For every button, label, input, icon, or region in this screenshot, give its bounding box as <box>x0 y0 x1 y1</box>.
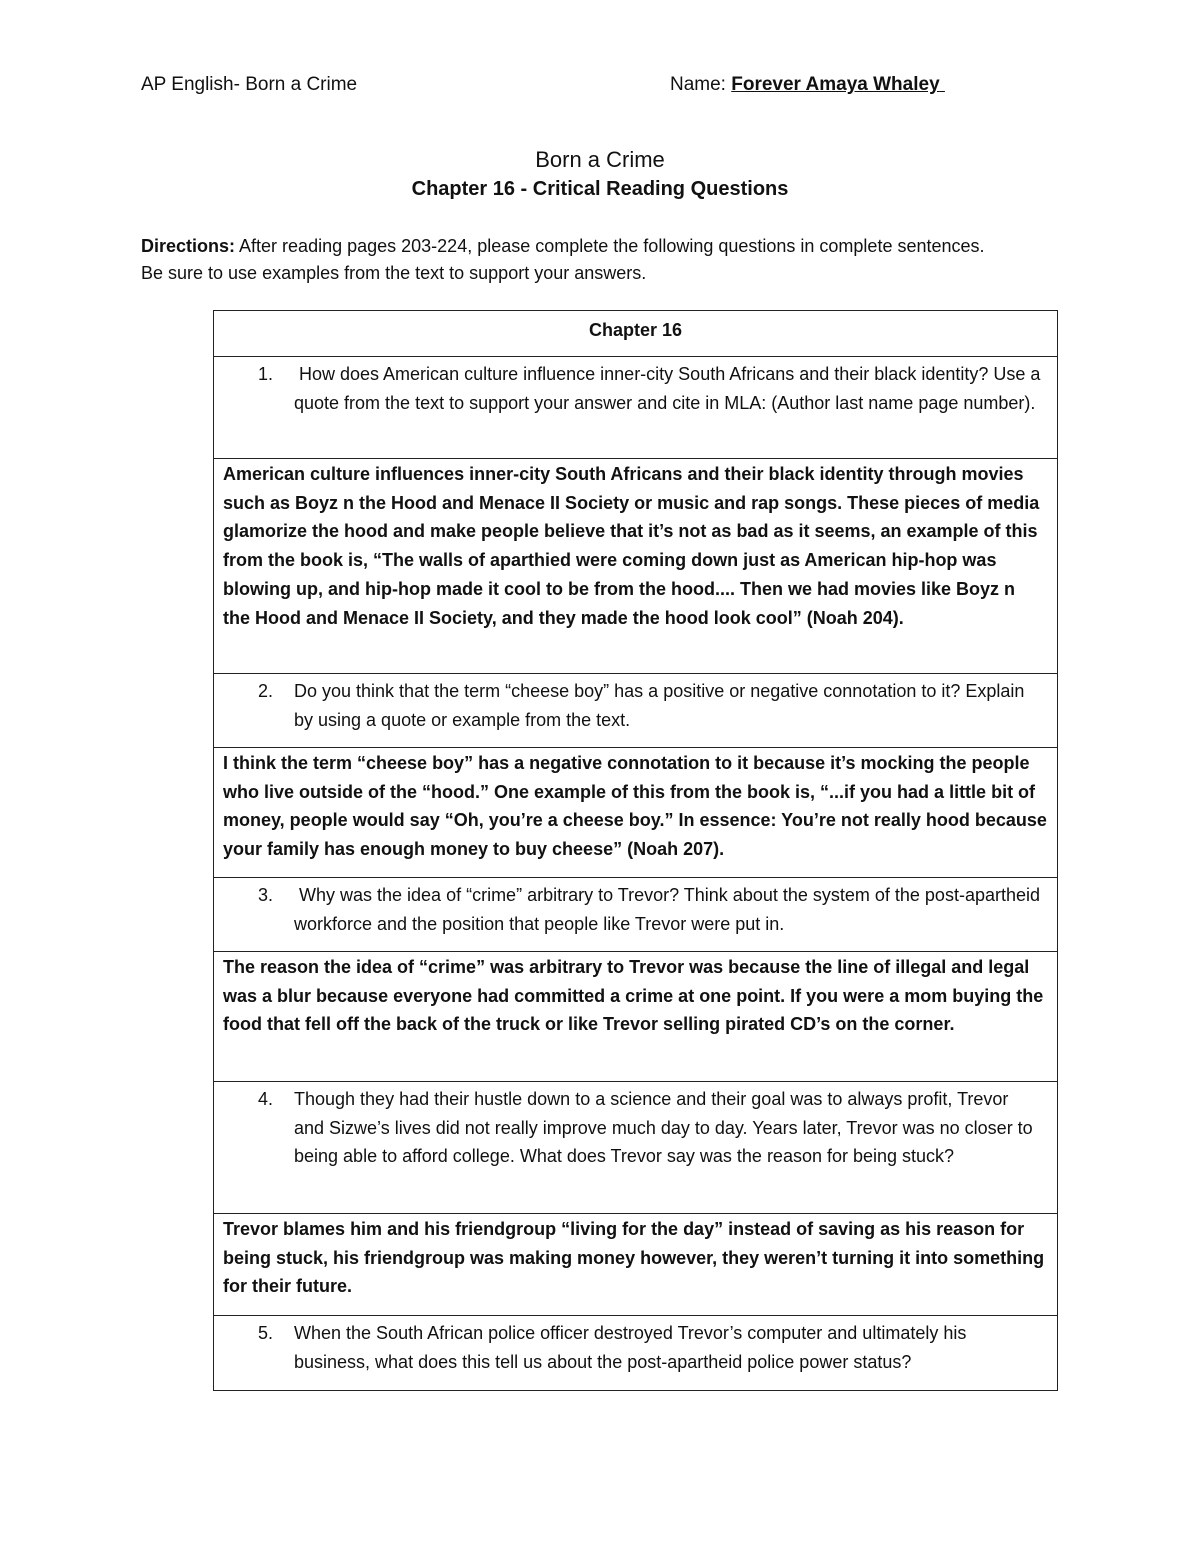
question-cell <box>214 878 1058 952</box>
course-title: AP English- Born a Crime <box>141 74 358 95</box>
questions-table <box>213 310 1058 1391</box>
directions-label: Directions: <box>141 236 236 256</box>
question-number: 2. <box>258 681 274 701</box>
page-title: Born a Crime <box>535 147 665 172</box>
question-cell <box>214 357 1058 459</box>
chapter-heading: Chapter 16 <box>214 311 1058 357</box>
question-number: 1. <box>258 364 274 384</box>
name-label: Name: <box>670 74 726 95</box>
directions-text: After reading pages 203-224, please complete the following questions in complete sentences. Be sure to use examples from the text to support your answers. <box>141 236 985 283</box>
question-text: Why was the idea of “crime” arbitrary to Trevor? Think about the system of the post-apartheid workforce and the position that people like Trevor were put in. <box>294 885 1040 934</box>
question-text: Do you think that the term “cheese boy” has a positive or negative connotation to it? Explain by using a quote or example from the text. <box>294 681 1025 730</box>
question-text: When the South African police officer destroyed Trevor’s computer and ultimately his business, what does this tell us about the post-apartheid police power status? <box>294 1323 967 1372</box>
question-number: 3. <box>258 885 274 905</box>
answer-cell: The reason the idea of “crime” was arbitrary to Trevor was because the line of illegal and legal was a blur because everyone had committed a crime at one point. If you were a mom buying the food that fell off the back of the truck or like Trevor selling pirated CD’s on the corner. <box>214 952 1058 1082</box>
answer-cell: American culture influences inner-city South Africans and their black identity through movies such as Boyz n the Hood and Menace II Society or music and rap songs. These pieces of media glamorize the hood and make people believe that it’s not as bad as it seems, an example of this from the book is, “The walls of aparthied were coming down just as American hip-hop was blowing up, and hip-hop made it cool to be from the hood.... Then we had movies like Boyz n the Hood and Menace II Society, and they made the hood look cool” (Noah 204). <box>214 459 1058 674</box>
answer-cell: Trevor blames him and his friendgroup “living for the day” instead of saving as his reason for being stuck, his friendgroup was making money however, they weren’t turning it into something for their future. <box>214 1214 1058 1316</box>
question-cell <box>214 1082 1058 1214</box>
student-name: Forever Amaya Whaley <box>731 74 940 95</box>
question-number: 5. <box>258 1323 274 1343</box>
question-text: Though they had their hustle down to a science and their goal was to always profit, Trevor and Sizwe’s lives did not really improve much day to day. Years later, Trevor was no closer to being able to afford college. What does Trevor say was the reason for being stuck? <box>294 1089 1033 1167</box>
directions <box>141 233 1001 287</box>
name-underline <box>940 74 970 96</box>
question-cell <box>214 1316 1058 1391</box>
student-name-line <box>670 74 970 96</box>
question-number: 4. <box>258 1089 274 1109</box>
question-cell <box>214 674 1058 748</box>
answer-cell: I think the term “cheese boy” has a negative connotation to it because it’s mocking the people who live outside of the “hood.” One example of this from the book is, “...if you had a little bit of money, people would say “Oh, you’re a cheese boy.” In essence: You’re not really hood because your family has enough money to buy cheese” (Noah 207). <box>214 748 1058 878</box>
page-subtitle: Chapter 16 - Critical Reading Questions <box>411 178 789 200</box>
question-text: How does American culture influence inner-city South Africans and their black identity? Use a quote from the text to support your answer and cite in MLA: (Author last name page number). <box>294 364 1041 413</box>
